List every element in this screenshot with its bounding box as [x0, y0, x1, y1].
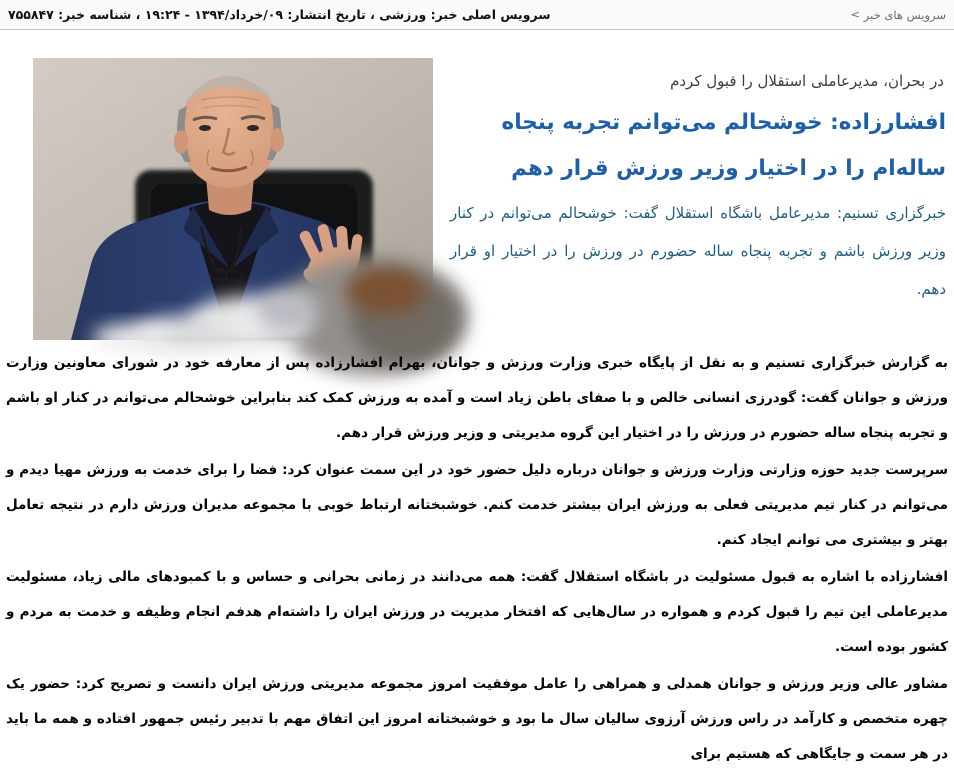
page-title: افشارزاده: خوشحالم می‌توانم تجربه پنجاه ساله‌ام را در اختیار وزیر ورزش قرار دهم [501, 110, 946, 181]
article-header [6, 30, 948, 340]
article-body [6, 346, 948, 772]
article-photo [33, 58, 433, 340]
breadcrumb-label: سرویس های خبر [863, 7, 946, 22]
chevron-left-icon: < [850, 8, 860, 21]
news-meta-info: سرویس اصلی خبر: ورزشی ، تاریخ انتشار: ۰۹/خرداد/۱۳۹۴ - ۱۹:۲۴ ، شناسه خبر: ۷۵۵۸۴۷ [8, 7, 551, 22]
breadcrumb-news-services[interactable] [851, 8, 946, 22]
topbar [0, 0, 954, 30]
article-page [0, 30, 954, 772]
portrait-man-in-office-chair-illustration [33, 58, 433, 340]
article-kicker: در بحران، مدیرعاملی استقلال را قبول کردم [670, 72, 944, 90]
article-header-text [440, 30, 948, 340]
body-paragraph: به گزارش خبرگزاری تسنیم و به نقل از پایگاه خبری وزارت ورزش و جوانان، بهرام افشارزاده پس از معارفه خود در شورای معاونین وزارت ورزش و جوانان گفت: گودرزی انسانی خالص و با صفای باطن زیاد است و آمده به ورزش کمک کند بنابراین خوشحالم می‌توانم در کنار او باشم و تجربه پنجاه ساله حضورم در ورزش را در اختیار این گروه مدیریتی و وزیر ورزش قرار دهم. [6, 355, 948, 441]
body-paragraph: مشاور عالی وزیر ورزش و جوانان همدلی و همراهی را عامل موفقیت امروز مجموعه مدیریتی ورزش ایران دانست و تصریح کرد: حضور یک چهره متخصص و کارآمد در راس ورزش آرزوی سالیان سال ما بود و خوشبختانه امروز این اتفاق مهم با تدبیر رئیس جمهور افتاده و همه ما باید در هر سمت و جایگاهی که هستیم برای [6, 676, 948, 762]
body-paragraph: افشارزاده با اشاره به قبول مسئولیت در باشگاه استقلال گفت: همه می‌دانند در زمانی بحرانی و حساس و با کمبودهای مالی زیاد، مسئولیت مدیرعاملی این تیم را قبول کردم و همواره در سال‌هایی که افتخار مدیریت در ورزش ایران را داشته‌ام هدفم انجام وظیفه و خدمت به مردم و کشور بوده است. [6, 569, 948, 655]
body-paragraph: سرپرست جدید حوزه وزارتی وزارت ورزش و جوانان درباره دلیل حضور خود در این سمت عنوان کرد: فضا را برای خدمت به ورزش مهیا دیدم و می‌توانم در کنار تیم مدیریتی فعلی به ورزش ایران بیشتر خدمت کنم. خوشبختانه ارتباط خوبی با مجموعه مدیران ورزش دارم در نتیجه تعامل بهتر و بیشتری می توانم ایجاد کنم. [6, 462, 948, 548]
article-lead: خبرگزاری تسنیم: مدیرعامل باشگاه استقلال گفت: خوشحالم می‌توانم در کنار وزیر ورزش باشم و تجربه پنجاه ساله حضورم در ورزش را در اختیار او قرار دهم. [450, 204, 946, 298]
